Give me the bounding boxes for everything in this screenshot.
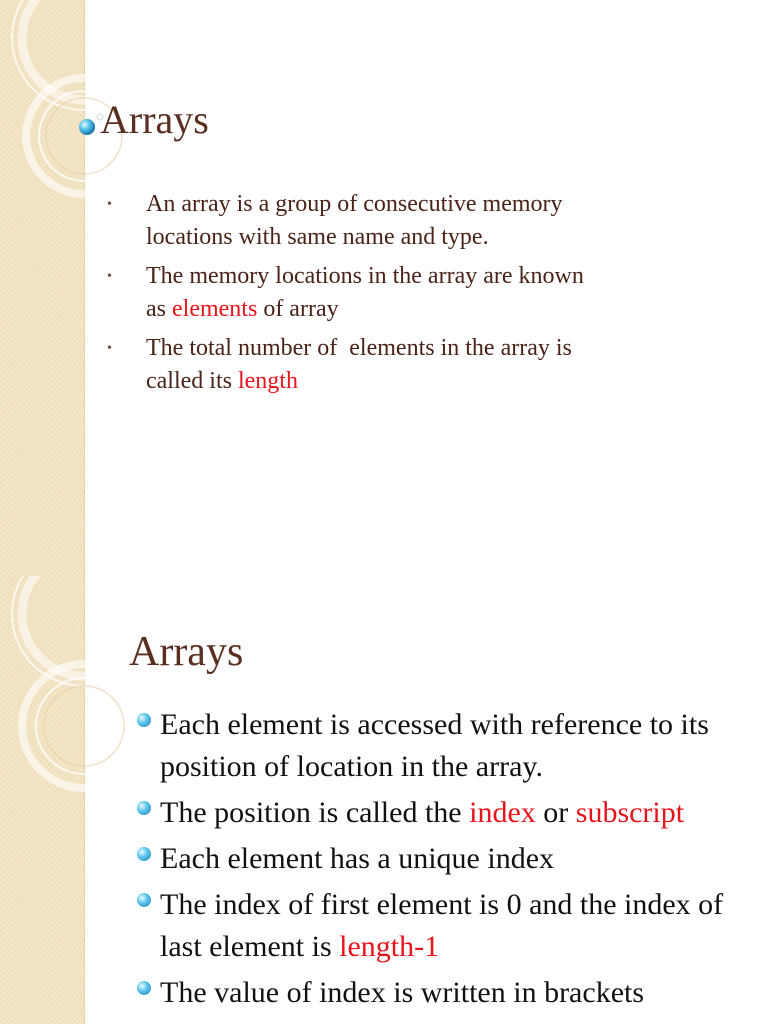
concentric-rings-decoration <box>0 576 130 1024</box>
bullet-text: or <box>535 796 576 829</box>
list-item <box>104 188 604 254</box>
list-item <box>135 838 745 880</box>
bullet-text: The memory locations in the array are known as <box>146 263 584 322</box>
bullet-text: The total number of elements in the array is called its <box>146 335 578 394</box>
bullet-text: Each element has a unique index <box>160 842 555 875</box>
list-item <box>104 260 604 326</box>
bullet-text: The index of first element is 0 and the index of last element is <box>160 888 724 963</box>
slide-1-title: Arrays <box>100 97 209 142</box>
bullet-text: Each element is accessed with reference to its position of location in the array. <box>160 708 709 783</box>
list-item <box>104 332 604 398</box>
slide-2-bullet-list <box>135 704 745 1018</box>
highlight-term-subscript: subscript <box>575 796 685 829</box>
highlight-term-length: length <box>237 368 298 394</box>
blue-ball-bullet-icon <box>137 893 151 907</box>
list-item <box>135 972 745 1014</box>
highlight-term-index: index <box>469 796 536 829</box>
small-dot-icon: • <box>107 269 112 284</box>
list-item <box>135 884 745 968</box>
blue-ball-bullet-icon <box>137 981 151 995</box>
bullet-text: The position is called the <box>160 796 470 829</box>
bullet-text: of array <box>257 296 339 322</box>
slide-2-title: Arrays <box>129 629 244 675</box>
small-dot-icon: • <box>107 341 112 356</box>
blue-ball-bullet-icon <box>137 847 151 861</box>
blue-ball-bullet-icon <box>137 713 151 727</box>
slide-1-bullet-list <box>104 188 604 404</box>
blue-ball-bullet-icon <box>137 801 151 815</box>
small-dot-icon: • <box>107 197 112 212</box>
bullet-text: An array is a group of consecutive memory locations with same name and type. <box>146 191 563 250</box>
slide-2 <box>0 576 768 1024</box>
bullet-text: The value of index is written in brackets <box>160 976 645 1009</box>
highlight-term-elements: elements <box>172 296 258 322</box>
list-item <box>135 792 745 834</box>
highlight-term-length-minus-1: length-1 <box>339 930 440 963</box>
list-item <box>135 704 745 788</box>
